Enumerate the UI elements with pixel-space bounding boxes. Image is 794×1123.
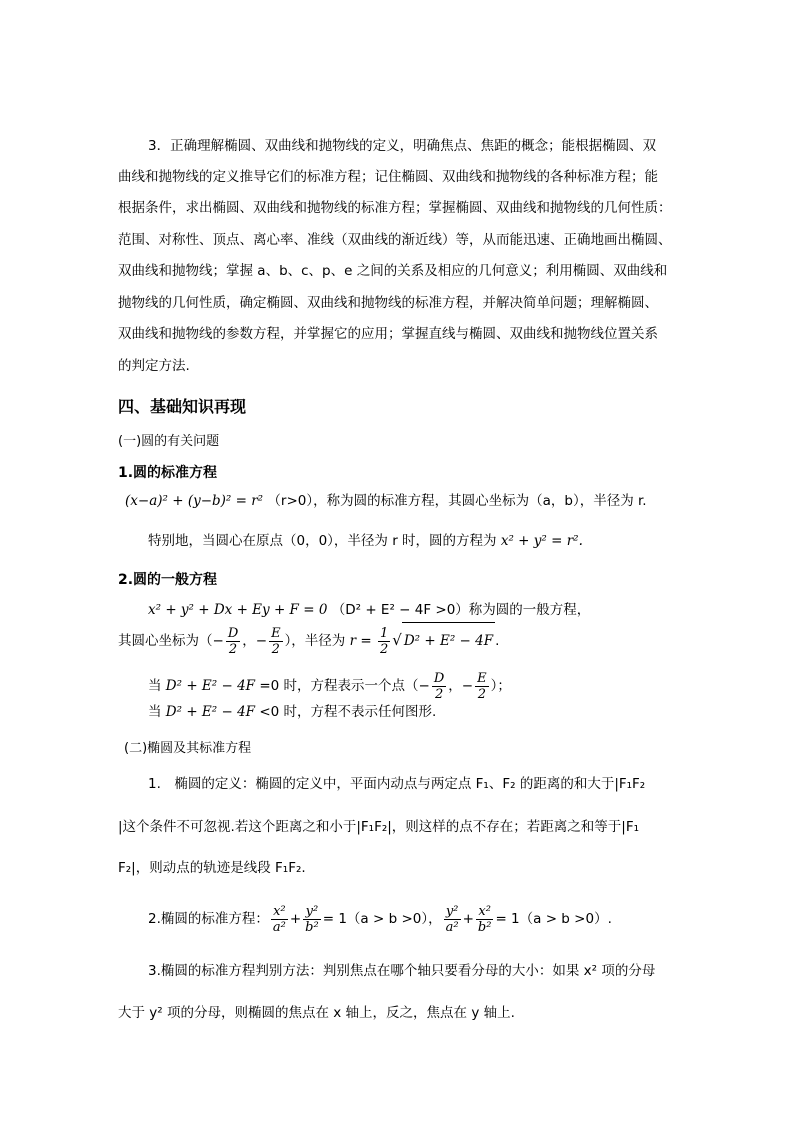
no-figure-desc: <0 时，方程不表示任何图形.: [259, 704, 437, 720]
subsection-title-circle: (一)圆的有关问题: [118, 434, 220, 449]
no-figure-math: D² + E² − 4F: [165, 704, 256, 720]
ellipse-def-line-2: |这个条件不可忽视.若这个距离之和小于|F₁F₂|，则这样的点不存在；若距离之和等于|F₁: [118, 819, 640, 835]
item-title-standard-equation: 1.圆的标准方程: [118, 465, 218, 481]
no-figure-line: [148, 703, 436, 721]
frac-d-over-2: $\frac{D}{2}$: [227, 625, 239, 657]
frac-y2-a2: $\frac{\text{y²}}{\text{a²}}$: [445, 903, 459, 935]
center-prefix: 其圆心坐标为（: [118, 633, 213, 649]
frac-one-half: $\frac{1}{2}$: [379, 625, 389, 657]
frac-x2-b2: $\frac{\text{x²}}{\text{b²}}$: [477, 903, 492, 935]
point-case-end: ）；: [490, 678, 511, 694]
para3-line-4: 范围、对称性、顶点、离心率、准线（双曲线的渐近线）等，从而能迅速、正确地画出椭圆、: [118, 232, 672, 248]
radius-sqrt: D² + E² − 4F: [402, 622, 495, 659]
frac-e-over-2: $\frac{E}{2}$: [271, 625, 281, 657]
section-heading: 四、基础知识再现: [118, 397, 247, 416]
no-figure-when: 当: [148, 704, 162, 720]
point-case-line: 当 D² + E² − 4F =0 时，方程表示一个点（− $\frac{D}{2}$ ，− $\frac{E}{2}$ ）；: [148, 670, 511, 702]
para3-line-3: 根据条件，求出椭圆、双曲线和抛物线的标准方程；掌握椭圆、双曲线和抛物线的几何性质：: [118, 200, 672, 216]
general-equation-math: x² + y² + Dx + Ey + F = 0: [148, 602, 328, 618]
para3-line-5: 双曲线和抛物线；掌握 a、b、c、p、e 之间的关系及相应的几何意义；利用椭圆、双曲线和: [118, 263, 668, 279]
para3-line-2: 曲线和抛物线的定义推导它们的标准方程；记住椭圆、双曲线和抛物线的各种标准方程；能: [118, 169, 658, 185]
ellipse-judge-line-2: 大于 y² 项的分母，则椭圆的焦点在 x 轴上，反之，焦点在 y 轴上.: [118, 1005, 515, 1021]
radius-label: ），半径为: [284, 633, 346, 649]
ellipse-def-line-1: 1. 椭圆的定义：椭圆的定义中，平面内动点与两定点 F₁、F₂ 的距离的和大于|F₁F₂: [148, 776, 646, 792]
standard-equation-line: [125, 492, 647, 510]
general-equation-line: [148, 601, 590, 619]
origin-circle-math: x² + y² = r².: [500, 533, 583, 549]
frac-d-over-2-b: $\frac{D}{2}$: [433, 670, 445, 702]
ellipse-judge-line-1: 3.椭圆的标准方程判别方法：判别焦点在哪个轴只要看分母的大小：如果 x² 项的分母: [148, 963, 656, 979]
item-title-general-equation: 2.圆的一般方程: [118, 572, 218, 588]
standard-equation-desc: （r>0），称为圆的标准方程，其圆心坐标为（a，b），半径为 r.: [267, 493, 647, 509]
point-case-when: 当: [148, 678, 162, 694]
frac-x2-a2: $\frac{\text{x²}}{\text{a²}}$: [272, 903, 286, 935]
para3-line-1: 3．正确理解椭圆、双曲线和抛物线的定义，明确焦点、焦距的概念；能根据椭圆、双: [148, 138, 657, 154]
origin-circle-line: [148, 532, 583, 550]
para3-line-8: 的判定方法.: [118, 358, 190, 374]
ellipse-standard-label: 2.椭圆的标准方程：: [148, 911, 269, 927]
general-equation-cond: （D² + E² − 4F >0）称为圆的一般方程，: [331, 602, 591, 618]
point-case-math: D² + E² − 4F: [165, 678, 256, 694]
para3-line-6: 抛物线的几何性质，确定椭圆、双曲线和抛物线的标准方程，并解决简单问题；理解椭圆、: [118, 295, 658, 311]
frac-e-over-2-b: $\frac{E}{2}$: [477, 670, 487, 702]
subsection-title-ellipse: (二)椭圆及其标准方程: [124, 741, 252, 756]
origin-circle-desc: 特别地，当圆心在原点（0，0），半径为 r 时，圆的方程为: [148, 533, 497, 549]
ellipse-cond-1: （a > b >0），: [346, 911, 442, 927]
standard-equation-math: (x−a)² + (y−b)² = r²: [125, 493, 264, 509]
point-case-desc: =0 时，方程表示一个点（: [259, 678, 419, 694]
frac-y2-b2: $\frac{\text{y²}}{\text{b²}}$: [305, 903, 319, 935]
ellipse-cond-2: （a > b >0）.: [519, 911, 612, 927]
ellipse-standard-line: 2.椭圆的标准方程： $\frac{\text{x²}}{\text{a²}}$ + $\frac{\text{y²}}{\text{b²}}$ = 1（a > b >0）， $\frac{\text{y²}}{\text{a²}}$ + $\frac{\text{x²}}{\text{b²}}$ = 1（a > b >0）.: [148, 903, 612, 935]
ellipse-def-line-3: F₂|，则动点的轨迹是线段 F₁F₂.: [118, 860, 306, 876]
para3-line-7: 双曲线和抛物线的参数方程，并掌握它的应用；掌握直线与椭圆、双曲线和抛物线位置关系: [118, 326, 658, 342]
center-radius-line: 其圆心坐标为（− $\frac{D}{2}$ ，− $\frac{E}{2}$ ），半径为 r = $\frac{1}{2}$ √ D² + E² − 4F .: [118, 622, 499, 658]
